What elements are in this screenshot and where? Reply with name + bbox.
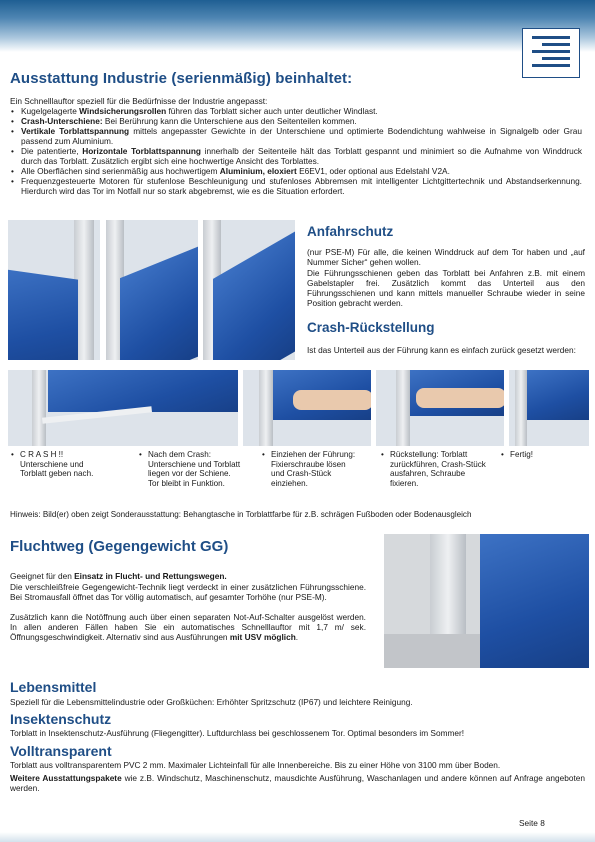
lebensmittel-text: Speziell für die Lebensmittelindustrie oder Großküchen: Erhöhter Spritzschutz (IP67) und leichtere Reinigung. <box>10 697 413 707</box>
section-title-insektenschutz: Insektenschutz <box>10 711 112 727</box>
fluchtweg-lead: Geeignet für den Einsatz in Flucht- und Rettungswegen. <box>10 571 227 581</box>
anfahrschutz-text-2: Die Führungsschienen geben das Torblatt bei Anfahren z.B. mit einem Gabelstapler frei. Zusätzlich kommt das Unterteil aus den Führungsschienen und kann mittels manueller Schraube wieder in seine Position gebracht werden. <box>307 268 585 308</box>
list-item: • Kugelgelagerte Windsicherungsrollen führen das Torblatt sicher auch unter deutlicher Windlast. <box>10 106 582 116</box>
section-title-crash: Crash-Rückstellung <box>307 320 435 335</box>
volltransparent-text: Torblatt aus volltransparentem PVC 2 mm. Maximaler Lichteinfall für alle Innenbereiche. Bis zu einer Höhe von 3100 mm über Boden. <box>10 760 501 770</box>
crash-caption-5: • Fertig! <box>510 450 570 460</box>
fluchtweg-photo <box>384 534 589 668</box>
list-item: • Vertikale Torblattspannung mittels angepasster Gewichte in der Unterschiene und optimierte Bodendichtung wahlweise in Signalgelb oder Grau passend zum Aluminium. <box>10 126 582 146</box>
anfahrschutz-photo-1 <box>8 220 100 360</box>
list-item: • Frequenzgesteuerte Motoren für stufenlose Beschleunigung und stufenloses Abbremsen mit intelligenter Lichtgittertechnik und Abstandserkennung. Hierdurch wird das Tor im Notfall nur so stark abgebremst, wie es die Situation erfordert. <box>10 176 582 196</box>
ausstattung-list <box>10 106 582 196</box>
crash-caption-3: • Einziehen der Führung: Fixierschraube lösen und Crash-Stück einziehen. <box>271 450 361 488</box>
anfahrschutz-text-1: (nur PSE-M) Für alle, die keinen Winddruck auf dem Tor haben und „auf Nummer Sicher“ gehen wollen. <box>307 247 585 267</box>
hint-text: Hinweis: Bild(er) oben zeigt Sonderausstattung: Behangtasche in Torblattfarbe für z.B. schrägen Fußboden oder Bodenausgleich <box>10 510 472 519</box>
section-title-volltransparent: Volltransparent <box>10 743 112 759</box>
insektenschutz-text: Torblatt in Insektenschutz-Ausführung (Fliegengitter). Luftdurchlass bei geschlossenem Tor. Optimal besonders im Sommer! <box>10 728 465 738</box>
list-item: • Crash-Unterschiene: Bei Berührung kann die Unterschiene aus den Seitenteilen kommen. <box>10 116 582 126</box>
crash-caption-4: • Rückstellung: Torblatt zurückführen, Crash-Stück ausfahren, Schraube fixieren. <box>390 450 490 488</box>
footer-band <box>0 832 595 842</box>
crash-caption-1: • C R A S H !! Unterschiene und Torblatt geben nach. <box>20 450 108 479</box>
fluchtweg-text-1: Die verschleißfreie Gegengewicht-Technik liegt verdeckt in einer zusätzlichen Führungsschiene. Bei Stromausfall öffnet das Tor völlig automatisch, auf gesamter Torhöhe (nur PSE-M). <box>10 582 366 602</box>
weitere-text: Weitere Ausstattungspakete wie z.B. Windschutz, Maschinenschutz, mausdichte Ausführung, Waschanlagen und andere können auf Anfrage angeboten werden. <box>10 773 585 793</box>
page-number: Seite 8 <box>519 818 545 828</box>
crash-photo-3 <box>376 370 504 446</box>
anfahrschutz-photo-3 <box>203 220 295 360</box>
crash-photo-2 <box>243 370 371 446</box>
header-band <box>0 0 595 52</box>
section-title-anfahrschutz: Anfahrschutz <box>307 224 394 239</box>
anfahrschutz-photo-2 <box>106 220 198 360</box>
fluchtweg-text-2: Zusätzlich kann die Notöffnung auch über einen separaten Not-Auf-Schalter ausgelöst werden. In allen anderen Fällen haben Sie ein automatisches Schnelllauftor mit 1,7 m/ sek. Öffnungsgeschwindigkeit. Alternativ sind aus Ausführungen mit USV möglich. <box>10 612 366 642</box>
crash-text: Ist das Unterteil aus der Führung kann es einfach zurück gesetzt werden: <box>307 345 576 355</box>
crash-caption-2: • Nach dem Crash: Unterschiene und Torblatt liegen vor der Schiene. Tor bleibt in Funktion. <box>148 450 244 488</box>
section-title-lebensmittel: Lebensmittel <box>10 679 97 695</box>
list-item: • Alle Oberflächen sind serienmäßig aus hochwertigem Aluminium, eloxiert E6EV1, oder optional aus Edelstahl V2A. <box>10 166 582 176</box>
ausstattung-intro: Ein Schnelllauftor speziell für die Bedürfnisse der Industrie angepasst: <box>10 96 268 106</box>
section-title-ausstattung: Ausstattung Industrie (serienmäßig) beinhaltet: <box>10 70 353 87</box>
crash-photo-4 <box>509 370 589 446</box>
list-item: • Die patentierte, Horizontale Torblattspannung innerhalb der Seitenteile hält das Torblatt gespannt und minimiert so die Aufnahme von Winddruck durch das Torblatt. Zusätzlich ergibt sich eine hochwertige Ansicht des Torblattes. <box>10 146 582 166</box>
company-logo <box>522 28 580 78</box>
section-title-fluchtweg: Fluchtweg (Gegengewicht GG) <box>10 538 229 555</box>
crash-photo-1 <box>8 370 238 446</box>
